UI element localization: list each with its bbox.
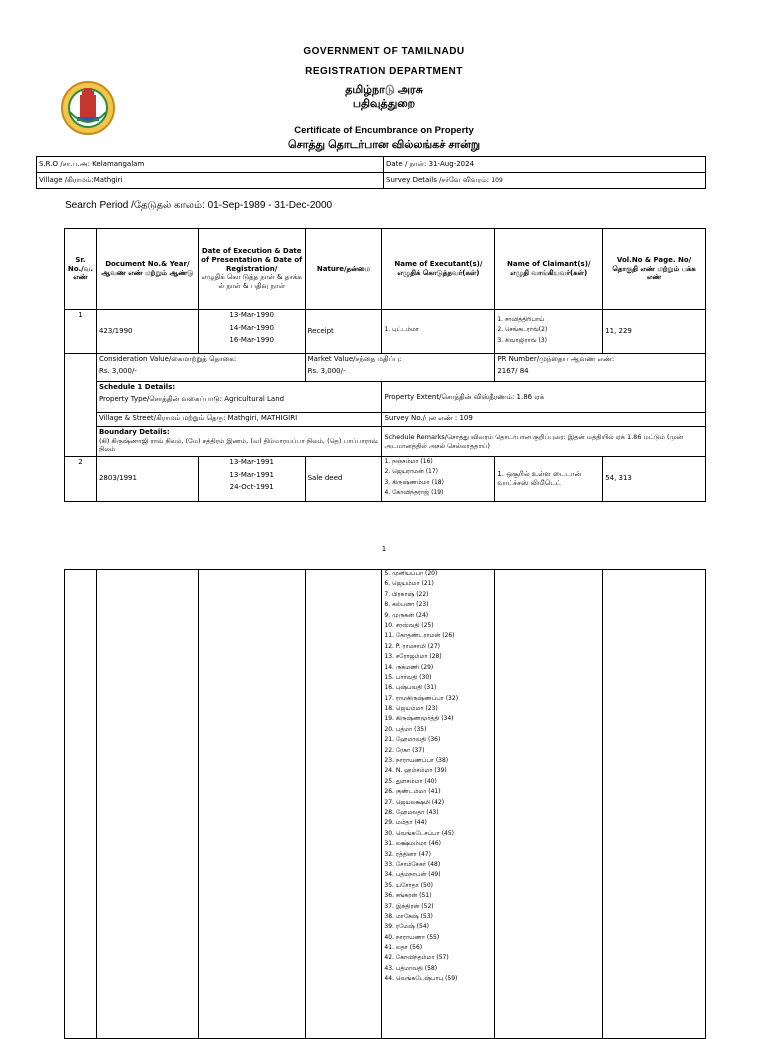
list-item: 1. சாவித்திரிபாய் [497, 315, 545, 323]
list-item: 28. ஹேமலதா (43) [384, 808, 439, 816]
header-government: GOVERNMENT OF TAMILNADU [303, 46, 465, 57]
list-item: 17. ராமகிருஷ்ணப்பா (32) [384, 694, 459, 702]
list-item: 14. ருக்மணி (29) [384, 663, 434, 671]
list-item: 16. புஷ்பவதி (31) [384, 684, 437, 692]
sro-field: S.R.O /சா.ப.அ: Kelamangalam [37, 157, 384, 173]
table-row [65, 413, 706, 427]
list-item: 29. மம்தா (44) [384, 819, 427, 827]
table-row [65, 570, 706, 1039]
list-item: 42. கோவிந்தம்மா (57) [384, 954, 449, 962]
list-item: 3. கிருஷ்ணம்மா (18) [384, 478, 444, 486]
pr-cell [495, 354, 706, 382]
list-item: 39. ரமேஷ் (54) [384, 923, 429, 931]
village-street-cell: Village & Street/கிராமம் மற்றும் தெரு: Mathgiri, MATHIGIRI [96, 413, 382, 427]
table-row [65, 382, 706, 413]
list-item: 1. நஞ்சம்மா (16) [384, 458, 433, 465]
consideration-value: Rs. 3,000/- [98, 366, 137, 375]
entry-vol: 54, 313 [603, 457, 706, 502]
market-label: Market Value/சந்தை மதிப்பு: [307, 355, 402, 363]
list-item: 36. சங்கரன் (51) [384, 892, 432, 900]
blank-cell [65, 427, 97, 457]
blank-cell [198, 570, 305, 1039]
village-field: Village /கிராமம்:Mathgiri [37, 173, 384, 189]
entry-sr: 2 [65, 457, 97, 502]
entry-sr: 1 [65, 310, 97, 354]
list-item: 35. யசோதா (50) [384, 881, 433, 889]
list-item: 6. ஜெயம்மா (21) [384, 580, 434, 588]
col-dates-ta: எழுதிக் கொ டுத்த நாள் & தாக்க ல் நாள் & பதிவு நாள் [201, 273, 302, 291]
extent-cell: Property Extent/சொத்தின் விஸ்தீரணம்: 1.86 ஏக் [382, 382, 706, 413]
page-break [0, 555, 768, 567]
list-item: 18. ஜெயம்மா (23) [384, 705, 438, 713]
search-period: Search Period /தேடுதல் காலம்: 01-Sep-1989 - 31-Dec-2000 [65, 200, 333, 211]
blank-cell [603, 570, 706, 1039]
list-item: 26. குண்டம்மா (41) [384, 788, 441, 796]
list-item: 4. கோவிந்தராஜ் (19) [384, 489, 444, 497]
col-executant: Name of Executant(s)/ எழுதிக் கொடுத்தவர்(கள்) [382, 229, 495, 310]
date-execution: 13-Mar-1991 [229, 458, 274, 466]
entry-executants [382, 457, 495, 502]
survey-no-cell: Survey No./புல எண் : 109 [382, 413, 706, 427]
col-nature: Nature/தன்மை [305, 229, 382, 310]
list-item: 37. இந்திரன் (52) [384, 902, 434, 910]
col-sr: Sr. No./வ. எண் [65, 229, 97, 310]
schedule-cell [96, 382, 382, 413]
blank-cell [65, 382, 97, 413]
list-item: 11. கோதண்டராமன் (26) [384, 632, 455, 640]
blank-cell [495, 570, 603, 1039]
blank-cell [305, 570, 382, 1039]
entry-nature: Sale deed [305, 457, 382, 502]
entry-dates [198, 310, 305, 354]
list-item: 43. பத்மாவதி (58) [384, 964, 438, 972]
consideration-label: Consideration Value/கைமாற்றுத் தொகை: [98, 355, 237, 363]
date-execution: 13-Mar-1990 [229, 311, 274, 319]
pr-label: PR Number/முந்தைய ஆவண எண்: [497, 355, 615, 363]
list-item: 13. சரோஜம்மா (28) [384, 653, 442, 661]
col-vol: Vol.No & Page. No/ தொகுதி எண் மற்றும் பக்க எண் [603, 229, 706, 310]
list-item: 27. ஜெயலக்ஷ்மி (42) [384, 798, 445, 806]
list-item: 1. புட்டம்மா [384, 326, 419, 334]
table-row [65, 310, 706, 354]
survey-field [384, 173, 706, 189]
header-department-tamil: பதிவுத்துறை [352, 98, 416, 110]
entry-doc: 2803/1991 [96, 457, 198, 502]
list-item: 3. சிவாஜிராவ் (3) [497, 336, 548, 344]
blank-cell [65, 413, 97, 427]
blank-cell [96, 570, 198, 1039]
certificate-title-tamil: சொத்து தொடர்பான வில்லங்கச் சான்று [287, 139, 481, 151]
boundary-text: (கி) கிருஷ்ணாஜி ராவ் நிலம், (மே) சத்திரம் இணம், (வ) திம்மாரயப்பா நிலம், (தெ) பாப்பாராவ் நிலம் [98, 436, 378, 453]
list-item: 20. பத்மா (35) [384, 725, 427, 733]
entry-nature: Receipt [305, 310, 382, 354]
table-header-row [65, 229, 706, 310]
list-item: 32. ரத்தினா (47) [384, 850, 431, 858]
list-item: 8. கல்பனா (23) [384, 601, 429, 609]
certificate-title: Certificate of Encumbrance on Property [294, 125, 474, 136]
col-document: Document No.& Year/ ஆவண எண் மற்றும் ஆண்டு [96, 229, 198, 310]
col-dates [198, 229, 305, 310]
list-item: 23. நாராயணப்பா (38) [384, 757, 449, 765]
list-item: 31. லக்ஷ்மம்மா (46) [384, 840, 442, 848]
list-item: 25. துளசம்மா (40) [384, 777, 437, 785]
list-item: 5. முனியப்பா (20) [384, 570, 438, 577]
remarks-cell: Schedule Remarks/சொத்து விவரம் தொடர்பான குறிப்புரை: இதன் மத்தியில் ஏக் 1.86 மட்டும் (முன் அடமானத்தில் அசல் செல்லாததாய்) [382, 427, 706, 457]
list-item: 2. ஜெயராமன் (17) [384, 468, 439, 476]
blank-cell [65, 570, 97, 1039]
list-item: 12. P. ராமசாமி (27) [384, 642, 441, 650]
boundary-cell [96, 427, 382, 457]
list-item: 9. முருகன் (24) [384, 611, 429, 619]
encumbrance-table-page-2 [64, 569, 706, 1039]
table-row [65, 427, 706, 457]
date-field: Date / நாள்: 31-Aug-2024 [384, 157, 706, 173]
entry-executants [382, 310, 495, 354]
date-presentation: 14-Mar-1990 [229, 323, 274, 332]
survey-label: Survey Details /சர்வே விவரம்: [386, 176, 490, 185]
property-type: Property Type/சொத்தின் வகைப்பாடு: Agricultural Land [98, 394, 285, 403]
market-cell [305, 354, 495, 382]
survey-number: 109 [491, 177, 503, 185]
entry-dates [198, 457, 305, 502]
list-item: 7. பிரகாஷ் (22) [384, 590, 429, 598]
list-item: 30. வெங்கடேசப்பா (45) [384, 829, 455, 837]
list-item: 19. கிருஷ்ணமூர்த்தி (34) [384, 715, 454, 723]
blank-cell [65, 354, 97, 382]
list-item: 41. லதா (56) [384, 944, 423, 952]
entry-claimants: 1. ஒசூரில் உள்ள டைடான் வாட்ச்சஸ் லிமிடெட் [495, 457, 603, 502]
list-item: 15. பார்வதி (30) [384, 673, 432, 681]
page2-executants-list [382, 570, 495, 1039]
header-department: REGISTRATION DEPARTMENT [305, 66, 463, 77]
list-item: 22. ரேகா (37) [384, 746, 425, 754]
list-item: 38. மாகேஷ் (53) [384, 912, 433, 920]
market-value: Rs. 3,000/- [307, 366, 346, 375]
page-number: 1 [381, 545, 387, 553]
date-registration: 24-Oct-1991 [229, 483, 274, 491]
pr-value: 2167/ 84 [497, 366, 529, 375]
table-row [65, 354, 706, 382]
encumbrance-table [64, 228, 706, 502]
list-item: 24. N. ஹம்சம்மா (39) [384, 767, 447, 775]
list-item: 40. நாராயணா (55) [384, 933, 440, 941]
entry-vol: 11, 229 [603, 310, 706, 354]
list-item: 34. பத்மநாபன் (49) [384, 871, 441, 879]
col-dates-en: Date of Execution & Date of Presentation & Date of Registration/ [201, 247, 303, 273]
boundary-title: Boundary Details: [98, 428, 170, 436]
schedule-title: Schedule 1 Details: [98, 383, 176, 391]
list-item: 10. சரஸ்வதி (25) [384, 621, 434, 629]
entry-claimants [495, 310, 603, 354]
meta-table [36, 156, 706, 189]
consideration-cell [96, 354, 305, 382]
list-item: 33. சோம்சேகர் (48) [384, 860, 441, 868]
date-registration: 16-Mar-1990 [229, 336, 274, 344]
col-claimant: Name of Claimant(s)/ எழுதி வாங்கியவர்(கள்) [495, 229, 603, 310]
list-item: 2. செங்கடராவ்(2) [497, 326, 548, 334]
header-government-tamil: தமிழ்நாடு அரசு [345, 84, 423, 96]
date-presentation: 13-Mar-1991 [229, 470, 274, 479]
table-row [65, 457, 706, 502]
list-item: 44. வெங்கடேஷ்பாபு (59) [384, 975, 458, 983]
entry-doc: 423/1990 [96, 310, 198, 354]
list-item: 21. ஹேமாவதி (36) [384, 736, 441, 744]
